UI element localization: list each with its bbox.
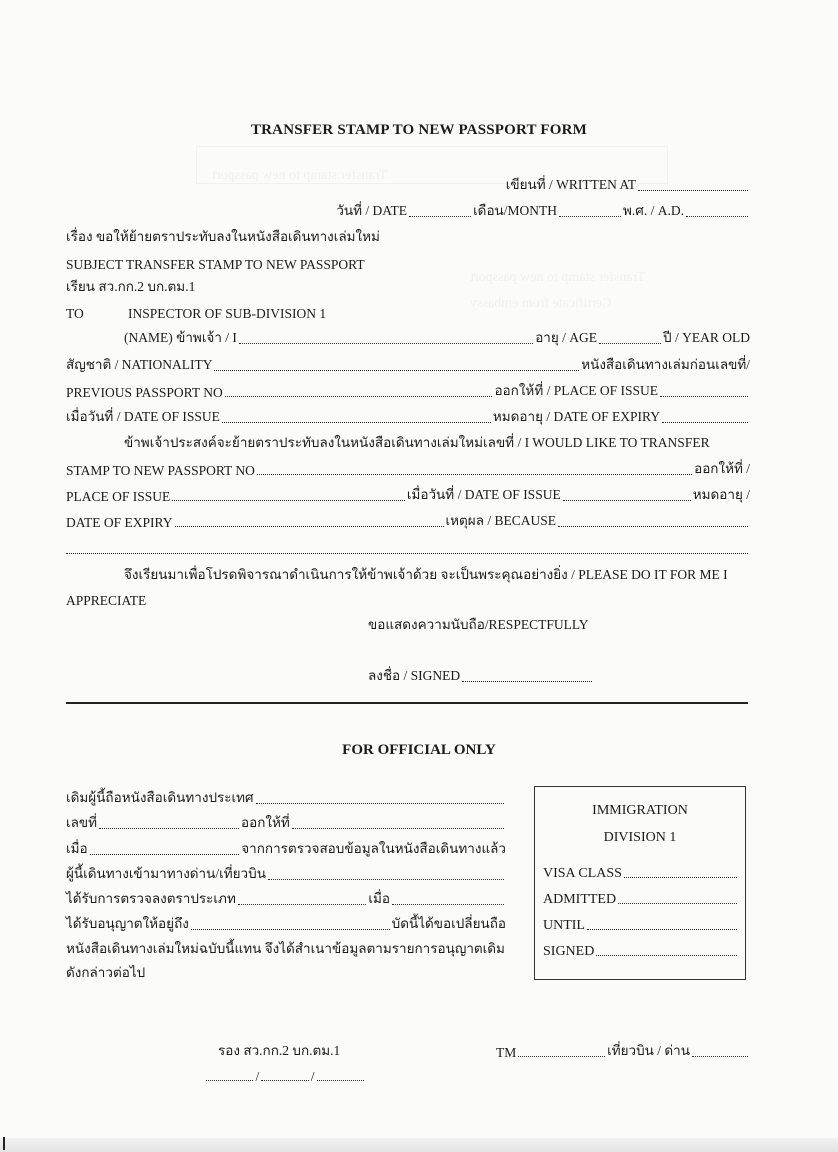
admitted-label: ADMITTED xyxy=(543,892,617,907)
to-thai: เรียน สว.กก.2 บก.ตม.1 xyxy=(66,279,196,294)
date-label: วันที่ / DATE xyxy=(336,203,408,218)
form-title: TRANSFER STAMP TO NEW PASSPORT FORM xyxy=(250,122,588,138)
date-slash-1: / xyxy=(255,1069,260,1084)
issue-expiry-line xyxy=(66,407,750,427)
official-visa-when-field[interactable] xyxy=(392,904,504,905)
date-slash-2: / xyxy=(310,1069,315,1084)
official-when-field[interactable] xyxy=(90,854,240,855)
new-place-of-issue-field[interactable] xyxy=(172,500,405,501)
scan-margin-mark xyxy=(3,1137,5,1150)
transfer-request-line xyxy=(66,433,750,453)
appreciate-line xyxy=(66,589,750,609)
because-continuation-field[interactable] xyxy=(66,553,748,554)
because-field[interactable] xyxy=(558,526,748,527)
signature-line xyxy=(66,666,750,686)
age-label: อายุ / AGE xyxy=(535,330,598,345)
section-divider xyxy=(66,702,748,704)
official-issued-at-field[interactable] xyxy=(292,828,504,829)
official-copy-text: หนังสือเดินทางเล่มใหม่ฉบับนี้แทน จึงได้สำเนาข้อมูลตามรายการอนุญาตเดิม xyxy=(66,941,505,956)
official-permitted-until-label: ได้รับอนุญาตให้อยู่ถึง xyxy=(66,916,189,931)
official-continue-text: ดังกล่าวต่อไป xyxy=(66,965,146,980)
tm-field[interactable] xyxy=(518,1056,605,1057)
until-field[interactable] xyxy=(587,929,737,930)
new-date-of-expiry-label: DATE OF EXPIRY xyxy=(66,515,173,530)
visa-class-field[interactable] xyxy=(624,877,737,878)
admitted-row xyxy=(543,888,739,908)
month-label: เดือน/MONTH xyxy=(473,203,558,218)
written-at-line xyxy=(66,175,750,195)
date-field[interactable] xyxy=(409,216,471,217)
official-visa-when-label: เมื่อ xyxy=(368,891,390,906)
admitted-field[interactable] xyxy=(618,903,737,904)
show-through-text: Certificate from embassy xyxy=(470,296,612,311)
box-title-2: DIVISION 1 xyxy=(603,830,677,845)
prev-passport-thai-label: หนังสือเดินทางเล่มก่อนเลขที่/ xyxy=(581,357,750,372)
subject-thai: เรื่อง ขอให้ย้ายตราประทับลงในหนังสือเดินทางเล่มใหม่ xyxy=(66,229,380,244)
subject-english: SUBJECT TRANSFER STAMP TO NEW PASSPORT xyxy=(66,257,365,272)
box-title-1: IMMIGRATION xyxy=(592,803,688,818)
issued-at-thai-label: ออกให้ที่ / xyxy=(694,461,750,476)
new-issue-line xyxy=(66,485,750,505)
nationality-field[interactable] xyxy=(214,370,579,371)
subject-thai-line xyxy=(66,227,750,247)
year-field[interactable] xyxy=(686,216,748,217)
official-visa-type-label: ได้รับการตรวจลงตราประเภท xyxy=(66,891,236,906)
official-verification-text: จากการตรวจสอบข้อมูลในหนังสือเดินทางแล้ว xyxy=(241,841,506,856)
age-field[interactable] xyxy=(599,343,661,344)
official-year-field[interactable] xyxy=(317,1080,364,1081)
written-at-field[interactable] xyxy=(638,190,748,191)
new-date-of-expiry-field[interactable] xyxy=(175,526,444,527)
name-age-line xyxy=(66,328,750,348)
official-date-line xyxy=(206,1065,366,1085)
official-entry-label: ผู้นี้เดินทางเข้ามาทางด่าน/เที่ยวบิน xyxy=(66,866,266,881)
transfer-request-text: ข้าพเจ้าประสงค์จะย้ายตราประทับลงในหนังสือเดินทางเล่มใหม่เลขที่ / I WOULD LIKE TO TRANSFER xyxy=(124,435,710,450)
month-field[interactable] xyxy=(559,216,621,217)
official-visa-type-field[interactable] xyxy=(238,904,367,905)
new-passport-field[interactable] xyxy=(257,474,692,475)
original-passport-country-label: เดิมผู้นี้ถือหนังสือเดินทางประเทศ xyxy=(66,790,254,805)
new-passport-line xyxy=(66,459,750,479)
name-label: (NAME) ข้าพเจ้า / I xyxy=(124,330,237,345)
official-line-8 xyxy=(66,963,506,983)
tm-label: TM xyxy=(496,1045,517,1060)
place-of-issue-field[interactable] xyxy=(660,396,748,397)
scan-bottom-edge xyxy=(0,1138,838,1152)
visa-class-row xyxy=(543,862,739,882)
closing-line xyxy=(66,565,750,585)
because-label: เหตุผล / BECAUSE xyxy=(445,513,556,528)
prev-passport-field[interactable] xyxy=(225,396,493,397)
to-label: TO xyxy=(66,306,84,321)
box-signed-row xyxy=(543,940,739,960)
new-date-of-issue-label: เมื่อวันที่ / DATE OF ISSUE xyxy=(406,487,561,502)
official-line-3 xyxy=(66,839,506,859)
name-field[interactable] xyxy=(239,343,533,344)
expiry-thai-label: หมดอายุ / xyxy=(692,487,750,502)
to-thai-line xyxy=(66,277,750,297)
until-label: UNTIL xyxy=(543,918,585,933)
new-passport-label: STAMP TO NEW PASSPORT NO xyxy=(66,463,255,478)
official-line-2 xyxy=(66,813,506,833)
official-day-field[interactable] xyxy=(206,1080,253,1081)
official-line-7 xyxy=(66,939,506,959)
signed-label: ลงชื่อ / SIGNED xyxy=(368,668,461,683)
tm-line xyxy=(496,1041,750,1061)
visa-class-label: VISA CLASS xyxy=(543,866,622,881)
deputy-line xyxy=(218,1041,418,1061)
to-english-line xyxy=(66,302,750,322)
flight-label: เที่ยวบิน / ด่าน xyxy=(607,1043,690,1058)
date-of-issue-field[interactable] xyxy=(222,422,491,423)
official-month-field[interactable] xyxy=(261,1080,308,1081)
year-label: พ.ศ. / A.D. xyxy=(623,203,684,218)
respectfully-line xyxy=(66,615,750,635)
official-number-field[interactable] xyxy=(99,828,239,829)
flight-field[interactable] xyxy=(692,1056,748,1057)
respectfully-text: ขอแสดงความนับถือ/RESPECTFULLY xyxy=(368,617,589,632)
closing-text: จึงเรียนมาเพื่อโปรดพิจารณาดำเนินการให้ข้าพเจ้าด้วย จะเป็นพระคุณอย่างยิ่ง / PLEASE DO IT FOR ME I xyxy=(124,567,728,582)
box-signed-label: SIGNED xyxy=(543,944,595,959)
official-line-4 xyxy=(66,864,506,884)
immigration-stamp-box xyxy=(534,786,746,980)
official-change-text: บัดนี้ได้ขอเปลี่ยนถือ xyxy=(391,916,506,931)
new-date-of-issue-field[interactable] xyxy=(563,500,691,501)
written-at-label: เขียนที่ / WRITTEN AT xyxy=(505,177,636,192)
expiry-because-line xyxy=(66,511,750,531)
place-of-issue-label: ออกให้ที่ / PLACE OF ISSUE xyxy=(494,383,658,398)
until-row xyxy=(543,914,739,934)
official-entry-field[interactable] xyxy=(268,879,504,880)
original-passport-country-field[interactable] xyxy=(256,803,504,804)
year-old-label: ปี / YEAR OLD xyxy=(663,330,750,345)
box-signed-field[interactable] xyxy=(596,955,737,956)
prev-passport-label: PREVIOUS PASSPORT NO xyxy=(66,385,223,400)
signature-field[interactable] xyxy=(462,681,592,682)
official-issued-at-label: ออกให้ที่ xyxy=(241,815,290,830)
official-permitted-until-field[interactable] xyxy=(191,929,390,930)
official-when-label: เมื่อ xyxy=(66,841,88,856)
official-heading: FOR OFFICIAL ONLY xyxy=(342,742,496,758)
subject-english-line xyxy=(66,253,750,273)
date-of-expiry-field[interactable] xyxy=(662,422,748,423)
appreciate-text: APPRECIATE xyxy=(66,593,147,608)
show-through-text: Transfer stamp to new passport xyxy=(470,270,646,285)
date-of-expiry-label: หมดอายุ / DATE OF EXPIRY xyxy=(492,409,660,424)
previous-passport-line xyxy=(66,381,750,401)
nationality-line xyxy=(66,355,750,375)
date-of-issue-label: เมื่อวันที่ / DATE OF ISSUE xyxy=(66,409,220,424)
new-place-of-issue-label: PLACE OF ISSUE xyxy=(66,489,171,504)
show-through-text: Transfer stamp to new passport xyxy=(212,168,388,183)
to-english: INSPECTOR OF SUB-DIVISION 1 xyxy=(128,306,327,321)
nationality-label: สัญชาติ / NATIONALITY xyxy=(66,357,213,372)
deputy-label: รอง สว.กก.2 บก.ตม.1 xyxy=(218,1043,341,1058)
official-line-6 xyxy=(66,914,506,934)
date-line xyxy=(66,201,750,221)
because-continuation-line xyxy=(66,538,750,558)
official-number-label: เลขที่ xyxy=(66,815,98,830)
official-line-5 xyxy=(66,889,506,909)
official-line-1 xyxy=(66,788,506,808)
